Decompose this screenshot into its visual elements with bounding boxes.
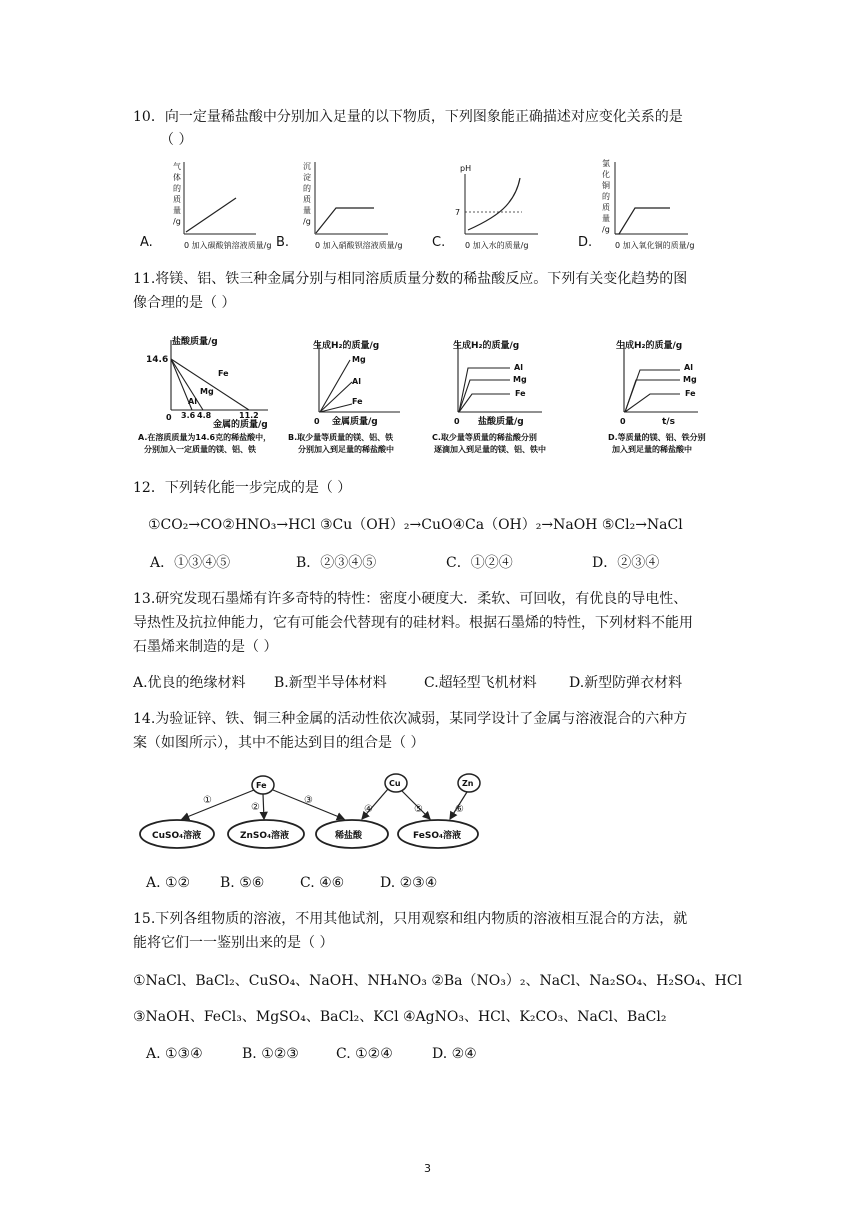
q10-option-b-label: B. [276, 235, 290, 250]
q10-stem-line1: 10．向一定量稀盐酸中分别加入足量的以下物质，下列图象能正确描述对应变化关系的是 [133, 109, 683, 125]
q11-b-xlabel: 金属质量/g [332, 417, 378, 427]
svg-text:量: 量 [303, 206, 311, 215]
q11-a-ylabel: 盐酸质量/g [172, 337, 218, 347]
q11-a-x1: 3.6 [181, 411, 196, 420]
solution-znso4 [228, 820, 304, 848]
svg-text:/g: /g [173, 217, 181, 226]
solution-feso4 [398, 820, 478, 848]
q11-b-al-label: Al [352, 377, 361, 386]
q11-a-mg-label: Mg [200, 387, 214, 396]
svg-text:化: 化 [602, 170, 610, 179]
q11-c-ylabel: 生成H₂的质量/g [453, 341, 520, 351]
q10-b-curve [316, 208, 374, 233]
q10-a-curve [186, 198, 236, 232]
svg-text:淀: 淀 [303, 173, 311, 182]
q15-group-line1: ①NaCl、BaCl₂、CuSO₄、NaOH、NH₄NO₃ ②Ba（NO₃）₂、NaCl、Na₂SO₄、H₂SO₄、HCl [133, 973, 743, 989]
q13-stem-line3: 石墨烯来制造的是（ ） [133, 639, 278, 655]
q11-c-mg-label: Mg [513, 375, 527, 384]
q11-graph-d [608, 339, 706, 454]
q10-c-mark: 7 [455, 208, 461, 217]
q10-a-ylabel [173, 161, 181, 226]
svg-text:/g: /g [303, 217, 311, 226]
svg-text:④: ④ [364, 804, 373, 815]
svg-text:量: 量 [173, 206, 181, 215]
svg-text:质: 质 [303, 195, 311, 204]
q10-stem-line2: （ ） [160, 132, 193, 148]
q15-stem-line1: 15.下列各组物质的溶液，不用其他试剂，只用观察和组内物质的溶液相互混合的方法，就 [133, 911, 688, 927]
q11-c-xlabel: 盐酸质量/g [478, 417, 524, 427]
q10-graph-a [140, 161, 271, 250]
q12-items: ①CO₂→CO②HNO₃→HCl ③Cu（OH）₂→CuO④Ca（OH）₂→NaOH ⑤Cl₂→NaCl [148, 517, 683, 533]
q10-graph-b [276, 162, 402, 250]
metal-zn [458, 774, 480, 792]
q11-b-fe-label: Fe [352, 397, 363, 406]
q12-option-a: A．①③④⑤ [150, 555, 231, 571]
q11-stem-line1: 11.将镁、铝、铁三种金属分别与相同溶质质量分数的稀盐酸反应。下列有关变化趋势的图 [133, 271, 688, 287]
q11-a-fe-label: Fe [218, 369, 229, 378]
q10-b-xlabel: 0 加入硝酸钡溶液质量/g [315, 241, 403, 250]
q14-route-numbers [203, 795, 464, 815]
svg-text:FeSO₄溶液: FeSO₄溶液 [413, 831, 461, 841]
q15-stem-line2: 能将它们一一鉴别出来的是（ ） [133, 935, 334, 951]
metal-fe [252, 776, 274, 794]
q15-option-d: D. ②④ [432, 1046, 477, 1062]
q14-option-c: C. ④⑥ [300, 875, 345, 891]
q11-c-caption1: C.取少量等质量的稀盐酸分别 [432, 433, 537, 442]
q10-d-curve [619, 208, 670, 234]
q11-a-x2: 4.8 [197, 411, 212, 420]
svg-text:③: ③ [304, 795, 313, 806]
q11-a-caption1: A.在溶质质量为14.6克的稀盐酸中， [138, 433, 272, 442]
q11-b-zero: 0 [314, 417, 320, 426]
solution-cuso4 [140, 820, 214, 848]
q11-a-fe-line [171, 359, 249, 410]
q11-c-al-label: Al [514, 363, 523, 372]
q11-stem-line2: 像合理的是（ ） [133, 295, 236, 311]
svg-text:铜: 铜 [602, 181, 610, 190]
q14-option-b: B. ⑤⑥ [220, 875, 265, 891]
q11-d-caption2: 加入到足量的稀盐酸中 [612, 445, 692, 454]
q11-graph-c [432, 339, 546, 454]
q15-option-b: B. ①②③ [242, 1046, 299, 1062]
svg-text:体: 体 [173, 173, 181, 182]
q11-a-xlabel: 金属的质量/g [213, 420, 268, 430]
q11-d-xlabel: t/s [662, 417, 675, 427]
q14-option-a: A. ①② [146, 875, 191, 891]
q12-option-d: D．②③④ [592, 555, 660, 571]
svg-text:量: 量 [602, 214, 610, 223]
q10-b-ylabel [303, 162, 311, 226]
q11-a-x3: 11.2 [239, 411, 259, 420]
q13-option-d: D.新型防弹衣材料 [569, 675, 683, 691]
svg-text:气: 气 [173, 162, 181, 171]
svg-text:沉: 沉 [303, 162, 311, 171]
q11-b-mg-label: Mg [352, 355, 366, 364]
svg-text:Cu: Cu [389, 779, 401, 788]
svg-text:ZnSO₄溶液: ZnSO₄溶液 [240, 831, 290, 841]
q11-d-fe-label: Fe [685, 389, 696, 398]
svg-text:/g: /g [602, 225, 610, 234]
q11-a-caption2: 分别加入一定质量的镁、铝、铁 [144, 445, 256, 454]
q13-stem-line1: 13.研究发现石墨烯有许多奇特的特性：密度小硬度大．柔软、可回收，有优良的导电性、 [133, 591, 688, 607]
q12-option-c: C．①②④ [446, 555, 513, 571]
q10-option-d-label: D. [578, 235, 593, 250]
q11-d-ylabel: 生成H₂的质量/g [616, 341, 683, 351]
q15-option-c: C. ①②④ [336, 1046, 393, 1062]
q13-option-c: C.超轻型飞机材料 [424, 675, 537, 691]
q11-graph-a [138, 335, 271, 454]
q11-d-al-label: Al [684, 363, 693, 372]
svg-text:的: 的 [602, 192, 610, 201]
q10-option-a-label: A. [140, 235, 153, 250]
svg-text:的: 的 [173, 184, 181, 193]
q11-b-ylabel: 生成H₂的质量/g [313, 341, 380, 351]
svg-text:②: ② [251, 802, 260, 813]
q10-d-ylabel [602, 158, 610, 234]
svg-text:稀盐酸: 稀盐酸 [335, 831, 363, 841]
q11-a-mg-line [171, 359, 203, 410]
q10-c-curve [468, 178, 520, 230]
svg-text:Fe: Fe [256, 781, 267, 790]
q15-option-a: A. ①③④ [146, 1046, 203, 1062]
svg-text:⑤: ⑤ [414, 804, 423, 815]
q11-option-graphs [138, 332, 730, 460]
svg-text:①: ① [203, 795, 212, 806]
svg-text:氯: 氯 [602, 159, 610, 168]
page-number: 3 [424, 1162, 431, 1175]
q11-a-y0: 14.6 [146, 355, 169, 365]
q13-option-b: B.新型半导体材料 [274, 675, 387, 691]
q11-b-caption2: 分别加入到足量的稀盐酸中 [298, 445, 394, 454]
q11-c-zero: 0 [454, 417, 460, 426]
q11-c-fe-label: Fe [515, 389, 526, 398]
solution-hcl [316, 820, 388, 848]
q10-c-xlabel: 0 加入水的质量/g [465, 241, 529, 250]
svg-text:的: 的 [303, 184, 311, 193]
q10-c-ylabel: pH [460, 164, 472, 173]
q14-stem-line2: 案（如图所示），其中不能达到目的组合是（ ） [133, 735, 425, 751]
svg-text:0: 0 [166, 413, 172, 422]
q10-graph-d [578, 158, 694, 250]
q14-stem-line1: 14.为验证锌、铁、铜三种金属的活动性依次减弱，某同学设计了金属与溶液混合的六种方 [133, 711, 688, 727]
q10-option-c-label: C. [432, 235, 446, 250]
svg-text:Zn: Zn [462, 779, 474, 788]
q11-d-mg-label: Mg [683, 375, 697, 384]
q11-c-caption2: 逐滴加入到足量的镁、铝、铁中 [434, 445, 546, 454]
svg-text:CuSO₄溶液: CuSO₄溶液 [152, 831, 202, 841]
q13-option-a: A.优良的绝缘材料 [133, 675, 246, 691]
q10-d-xlabel: 0 加入氧化铜的质量/g [615, 241, 695, 250]
q13-stem-line2: 导热性及抗拉伸能力，它有可能会代替现有的硅材料。根据石墨烯的特性，下列材料不能用 [133, 615, 693, 631]
q11-d-zero: 0 [620, 417, 626, 426]
q10-option-graphs [140, 158, 730, 252]
q12-option-b: B．②③④⑤ [296, 555, 377, 571]
q11-d-caption1: D.等质量的镁、铝、铁分别 [608, 433, 706, 442]
svg-text:⑥: ⑥ [455, 804, 464, 815]
q14-option-d: D. ②③④ [380, 875, 438, 891]
q14-diagram [130, 768, 500, 860]
q12-stem: 12．下列转化能一步完成的是（ ） [133, 480, 352, 496]
q11-a-al-label: Al [188, 397, 197, 406]
svg-text:质: 质 [602, 203, 610, 212]
q10-a-xlabel: 0 加入碳酸钠溶液质量/g [184, 241, 272, 250]
svg-text:质: 质 [173, 195, 181, 204]
q15-group-line2: ③NaOH、FeCl₃、MgSO₄、BaCl₂、KCl ④AgNO₃、HCl、K₂CO₃、NaCl、BaCl₂ [133, 1009, 667, 1025]
q11-graph-b [288, 339, 400, 454]
q11-b-caption1: B.取少量等质量的镁、铝、铁 [288, 433, 394, 442]
q10-graph-c [432, 164, 538, 250]
